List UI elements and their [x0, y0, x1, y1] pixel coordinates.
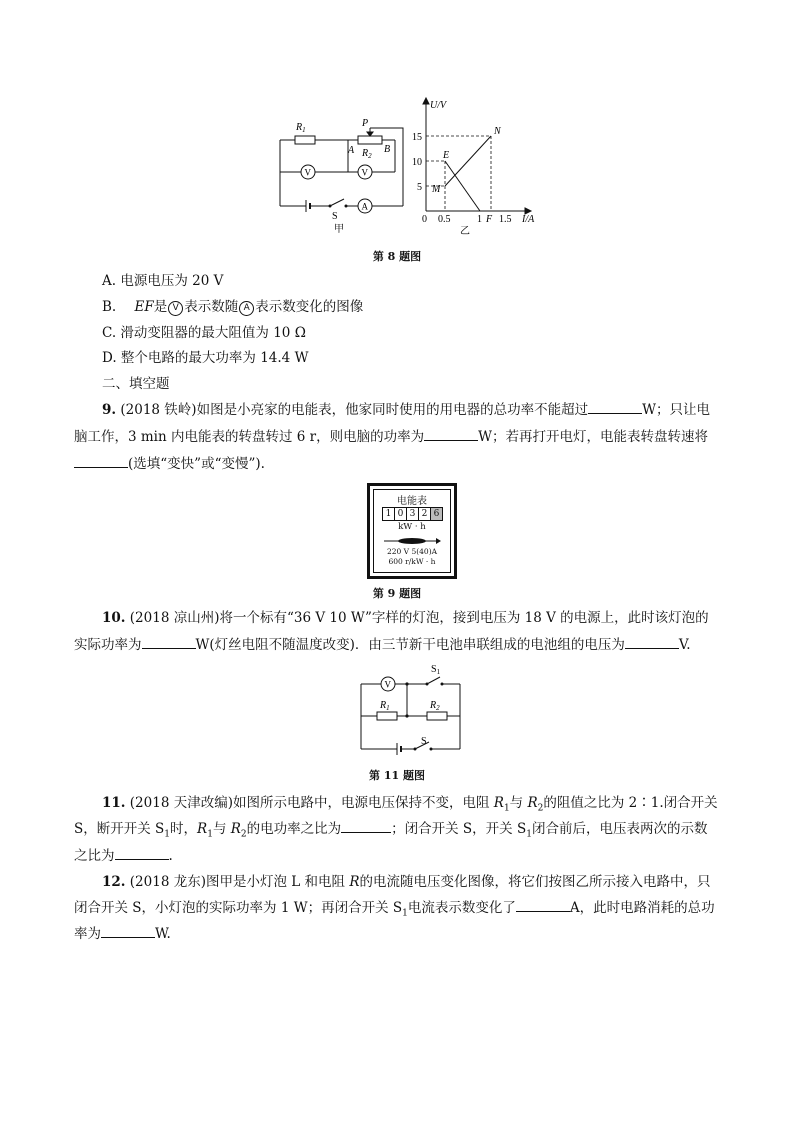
meter-unit: kW · h	[398, 522, 426, 532]
q9-line-2	[74, 426, 708, 448]
q9-line-1	[102, 399, 710, 421]
voltmeter-2-icon: V	[361, 167, 368, 178]
q12-text-2c: A，此时电路消耗的总功	[569, 900, 715, 916]
q12-text-3b: W.	[155, 926, 171, 942]
q12-text-2b: 电流表示数变化了	[407, 900, 516, 916]
q12-s1-sub: 1	[402, 908, 408, 919]
q9-text-2b: W；若再打开电灯，电能表转盘转速将	[478, 429, 709, 445]
q12-text-1b: 的电流随电压变化图像，将它们按图乙所示接入电路中，只	[359, 874, 711, 890]
q10-blank-2[interactable]	[625, 634, 679, 649]
q9-blank-1[interactable]	[588, 399, 642, 414]
q11-text-1c: 的阻值之比为 2∶1.闭合开关	[543, 795, 718, 811]
meter-revolutions: 600 r/kW · h	[388, 557, 436, 566]
graph-caption: 乙	[460, 226, 470, 236]
ammeter-icon: A	[239, 301, 254, 316]
q9-text-1b: W；只让电	[642, 402, 710, 418]
q11-line-1	[102, 792, 718, 820]
meter-title: 电能表	[397, 496, 427, 507]
q8-option-c: C. 滑动变阻器的最大阻值为 10 Ω	[102, 325, 306, 341]
q11-r1b-sub: 1	[207, 829, 213, 840]
q10-text-2a: 实际功率为	[74, 637, 142, 653]
point-m-label: M	[432, 184, 441, 195]
q12-line-2	[74, 897, 715, 925]
q11-line-3	[74, 845, 173, 867]
q11-number: 11.	[102, 795, 126, 811]
point-f-label: F	[486, 214, 493, 225]
q11-r2b: R	[230, 821, 241, 837]
q12-line-3	[74, 923, 171, 945]
circuit-caption: 甲	[334, 224, 344, 235]
q11-text-3b: .	[168, 848, 173, 864]
figure-11-caption: 第 11 题图	[369, 769, 425, 782]
q11-s1-sub: 1	[164, 829, 171, 840]
figure-8-caption: 第 8 题图	[372, 250, 422, 263]
q11-text-2d: 的电功率之比为	[246, 821, 342, 837]
q10-blank-1[interactable]	[142, 634, 196, 649]
x-tick-0: 0	[422, 214, 427, 225]
q8-b-t2: 表示数随	[184, 299, 239, 315]
point-a-label: A	[348, 145, 355, 156]
r1-label: $R_1$	[296, 122, 306, 134]
q11-r2-sub: 2	[537, 803, 544, 814]
figure-8-circuit	[270, 110, 410, 235]
q10-text-1a: (2018 凉山州)将一个标有“36 V 10 W”字样的灯泡，接到电压为 18 V 的电源上，此时该灯泡的	[125, 610, 709, 626]
q8-option-d: D. 整个电路的最大功率为 14.4 W	[102, 350, 309, 366]
meter-rating: 220 V 5(40)A	[386, 547, 438, 556]
meter-digit-decimal: 6	[431, 507, 443, 521]
q9-text-1a: (2018 铁岭)如图是小亮家的电能表，他家同时使用的用电器的总功率不能超过	[116, 402, 589, 418]
section-heading: 二、填空题	[102, 376, 170, 392]
q11-blank-2[interactable]	[115, 845, 169, 860]
meter-digits	[382, 507, 443, 521]
meter-digit: 1	[382, 507, 395, 521]
voltmeter-icon: V	[168, 301, 183, 316]
q11-text-2c: 与	[212, 821, 231, 837]
x-tick-05: 0.5	[438, 214, 451, 225]
q10-text-2b: W(灯丝电阻不随温度改变)．由三节新干电池串联组成的电池组的电压为	[195, 637, 625, 653]
x-tick-15: 1.5	[499, 214, 512, 225]
q11-text-2e: ；闭合开关 S，开关 S	[391, 821, 527, 837]
q9-blank-3[interactable]	[74, 453, 128, 468]
q12-text-2a: 闭合开关 S，小灯泡的实际功率为 1 W；再闭合开关 S	[74, 900, 403, 916]
q8-b-ef: EF	[134, 299, 154, 315]
q10-number: 10.	[102, 610, 126, 626]
i-axis-label: I/A	[522, 214, 535, 225]
voltmeter-icon: V	[384, 679, 391, 690]
q11-s1b-sub: 1	[526, 829, 532, 840]
q11-text-2a: S，断开开关 S	[74, 821, 165, 837]
slider-p-label: P	[362, 118, 369, 129]
q11-line-2	[74, 818, 707, 846]
q11-text-1a: (2018 天津改编)如图所示电路中，电源电压保持不变，电阻	[125, 795, 494, 811]
q11-blank-1[interactable]	[341, 818, 391, 833]
q9-text-2a: 脑工作，3 min 内电能表的转盘转过 6 r，则电脑的功率为	[74, 429, 425, 445]
figure-8-graph	[410, 96, 550, 236]
q11-text-1b: 与	[509, 795, 528, 811]
y-tick-10: 10	[412, 157, 422, 168]
point-b-label: B	[384, 144, 391, 155]
q11-r1-sub: 1	[503, 803, 510, 814]
q12-line-1	[102, 871, 710, 893]
q11-r2: R	[527, 795, 538, 811]
figure-11-circuit	[355, 660, 467, 755]
q10-line-1	[102, 607, 709, 629]
q11-r1b: R	[197, 821, 208, 837]
q10-line-2	[74, 634, 691, 656]
q11-r2b-sub: 2	[240, 829, 247, 840]
meter-disc-icon	[382, 536, 442, 546]
voltmeter-1-icon: V	[304, 167, 311, 178]
ammeter-icon: A	[361, 201, 368, 212]
q12-blank-1[interactable]	[516, 897, 570, 912]
electricity-meter	[367, 483, 457, 579]
q8-option-b	[102, 296, 363, 318]
q11-r1: R	[493, 795, 504, 811]
q10-text-2c: V.	[678, 637, 691, 653]
meter-digit: 2	[419, 507, 431, 521]
q9-blank-2[interactable]	[424, 426, 478, 441]
r2-label: $R_2$	[430, 700, 440, 712]
q11-text-2b: 时，	[170, 821, 198, 837]
figure-9-caption: 第 9 题图	[372, 587, 422, 600]
q8-b-prefix: B.	[102, 299, 117, 315]
u-axis-label: U/V	[430, 100, 447, 111]
q9-line-3	[74, 453, 265, 475]
switch-s-label: S	[421, 736, 427, 747]
switch-s-label: S	[332, 211, 338, 222]
switch-s1-label: $S_1$	[431, 664, 441, 676]
meter-digit: 3	[407, 507, 419, 521]
r1-label: $R_1$	[380, 700, 390, 712]
point-e-label: E	[443, 150, 450, 161]
q12-r: R	[349, 874, 360, 890]
q11-text-3a: 之比为	[74, 848, 115, 864]
q8-option-a: A. 电源电压为 20 V	[102, 273, 224, 289]
q9-number: 9.	[102, 402, 117, 418]
q8-b-t1: 是	[153, 299, 168, 315]
q11-text-2f: 闭合前后，电压表两次的示数	[531, 821, 708, 837]
r2-label: $R_2$	[362, 148, 372, 160]
point-n-label: N	[494, 126, 501, 137]
q8-b-t3: 表示数变化的图像	[255, 299, 364, 315]
q12-blank-2[interactable]	[101, 923, 155, 938]
q12-number: 12.	[102, 874, 126, 890]
y-tick-5: 5	[417, 182, 422, 193]
x-tick-1: 1	[477, 214, 482, 225]
q12-text-3a: 率为	[74, 926, 101, 942]
q12-text-1a: (2018 龙东)图甲是小灯泡 L 和电阻	[125, 874, 350, 890]
y-tick-15: 15	[412, 132, 422, 143]
meter-digit: 0	[395, 507, 407, 521]
q9-text-3: (选填“变快”或“变慢”).	[128, 456, 265, 472]
